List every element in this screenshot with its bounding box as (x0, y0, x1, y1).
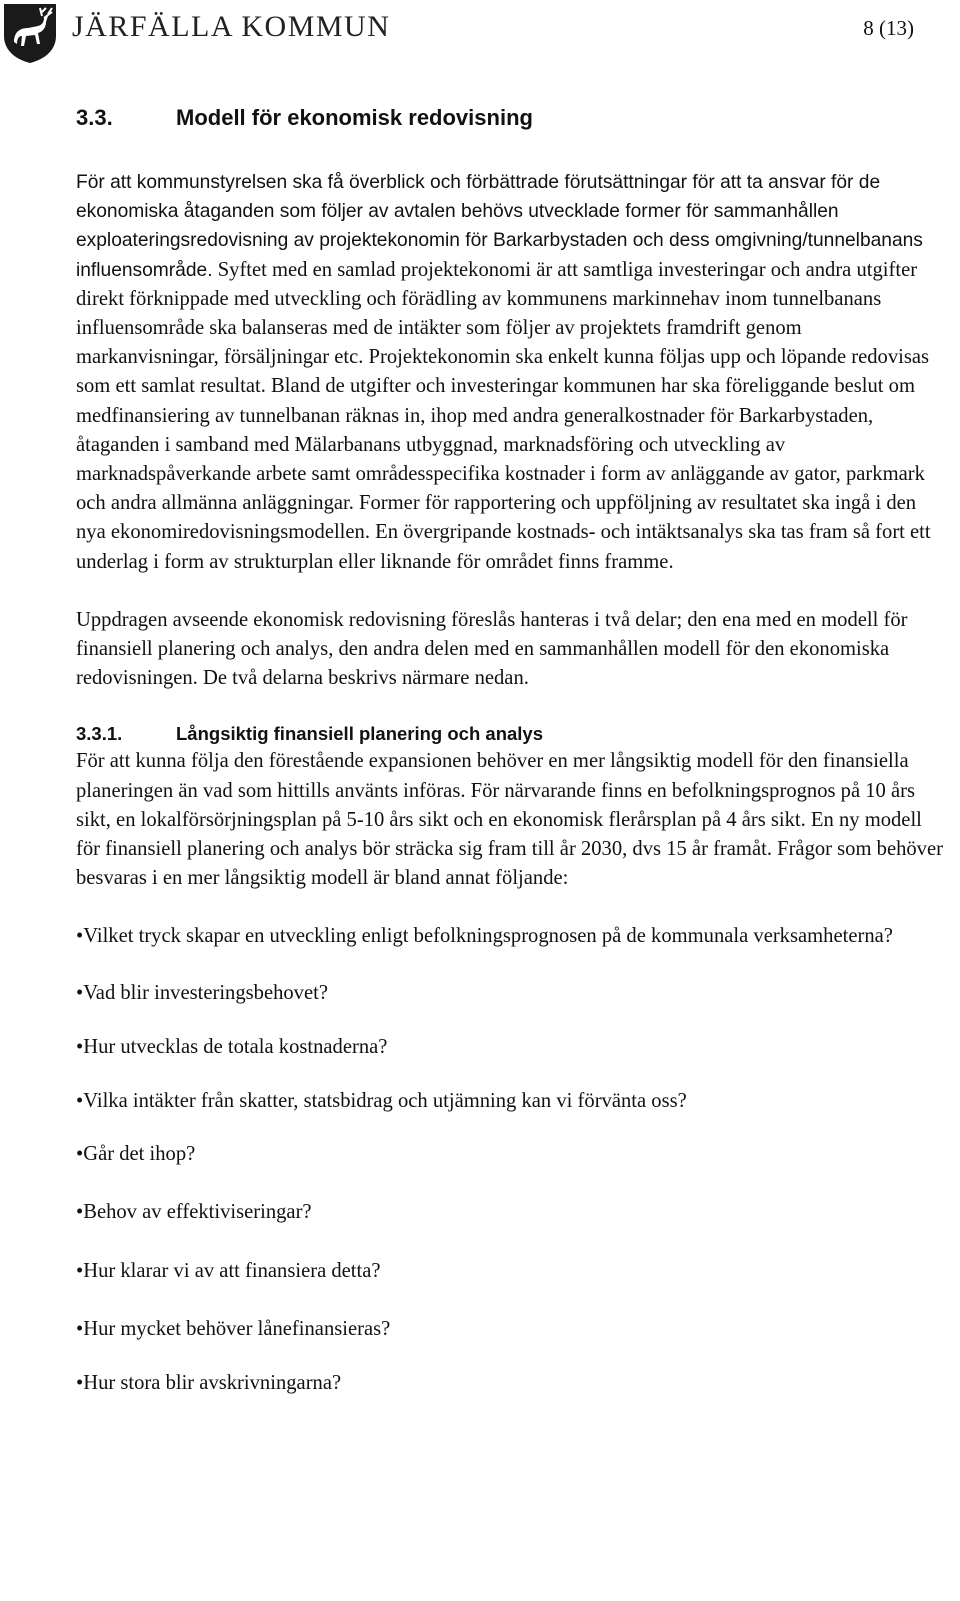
paragraph-model-intro (76, 168, 944, 577)
section-number: 3.3. (76, 105, 113, 130)
subsection-heading (76, 721, 944, 747)
page-number: 8 (13) (863, 16, 914, 40)
section-title: Modell för ekonomisk redovisning (176, 105, 533, 130)
list-item: •Går det ihop? (76, 1143, 196, 1166)
list-item: •Vilket tryck skapar en utveckling enligt befolkningsprognosen på de kommunala verksamheterna? (76, 925, 893, 948)
question-list (76, 922, 944, 1398)
paragraph-long-term-planning: För att kunna följa den förestående expansionen behöver en mer långsiktig modell för den finansiella planeringen än vad som hittills använts införas. För närvarande finns en befolkningsprognos på 10 års sikt, en lokalförsörjningsplan på 5-10 års sikt och en ekonomisk flerårsplan på 4 års sikt. En ny modell för finansiell planering och analys bör sträcka sig fram till år 2030, dvs 15 år framåt. Frågor som behöver besvaras i en mer långsiktig modell är bland annat följande: (76, 750, 943, 890)
list-item: •Vilka intäkter från skatter, statsbidrag och utjämning kan vi förvänta oss? (76, 1090, 687, 1113)
subsection-number: 3.3.1. (76, 723, 123, 745)
section-heading (76, 98, 944, 138)
list-item: •Behov av effektiviseringar? (76, 1201, 312, 1224)
list-item: •Hur mycket behöver lånefinansieras? (76, 1317, 391, 1340)
municipal-crest-logo (2, 2, 58, 64)
paragraph-intro-sans: För att kommunstyrelsen ska få överblick och förbättrade förutsättningar för att ta ansvar för de ekonomiska åtaganden som följer av avtalen behövs utvecklade former för sammanhållen exploateringsredovisning av projektekonomin för Barkarbystaden och dess omgivning/tunnelbanans influensområde. (76, 172, 923, 281)
list-item: •Hur stora blir avskrivningarna? (76, 1372, 342, 1395)
organization-name: JÄRFÄLLA KOMMUN (72, 10, 391, 43)
paragraph-intro-continued: Bland de utgifter och investeringar kommunen har ska föreliggande beslut om medfinansiering av tunnelbanan räknas in, ihop med andra generalkostnader för Barkarbystaden, åtaganden i samband med Mälarbanans utbyggnad, marknadsföring och utveckling av marknadspåverkande arbete samt områdesspecifika kostnader i form av anläggande av gator, parkmark och andra allmänna anläggningar. Former för rapportering och uppföljning av resultatet ska ingå i den nya ekonomiredovisningsmodellen. En övergripande kostnads- och intäktsanalys ska tas fram så fort ett underlag i form av strukturplan eller liknande för området finns framme. (76, 375, 931, 573)
list-item: •Hur klarar vi av att finansiera detta? (76, 1259, 381, 1282)
list-item: •Vad blir investeringsbehovet? (76, 981, 328, 1004)
page-header (0, 0, 960, 70)
subsection-title: Långsiktig finansiell planering och analys (176, 723, 544, 745)
paragraph-assignments: Uppdragen avseende ekonomisk redovisning föreslås hanteras i två delar; den ena med en modell för finansiell planering och analys, den andra delen med en sammanhållen modell för den ekonomiska redovisningen. De två delarna beskrivs närmare nedan. (76, 608, 908, 690)
list-item: •Hur utvecklas de totala kostnaderna? (76, 1035, 388, 1058)
paragraph-intro-serif: Syftet med en samlad projektekonomi är att samtliga investeringar och andra utgifter direkt förknippade med utveckling och förädling av kommunens markinnehav inom tunnelbanans influensområde ska balanseras med de intäkter som följer av projektets framdrift genom markanvisningar, försäljningar etc. Projektekonomin ska enkelt kunna följas upp och löpande redovisas som ett samlat resultat. (76, 258, 930, 398)
document-body (76, 98, 944, 1398)
